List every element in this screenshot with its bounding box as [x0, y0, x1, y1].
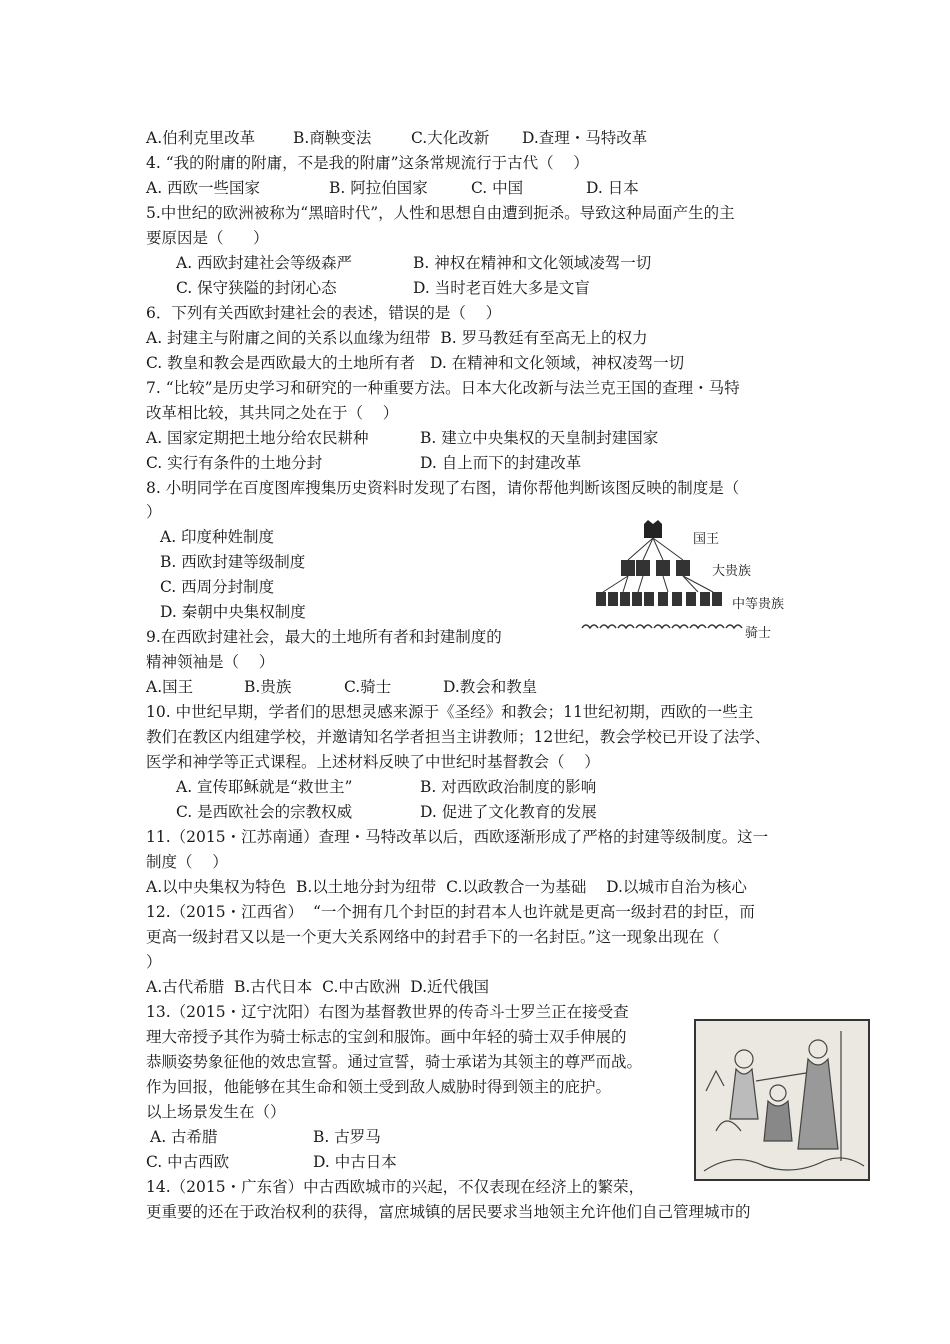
q13-stem-line-1: 13.（2015・辽宁沈阳）右图为基督教世界的传奇斗士罗兰正在接受查: [146, 1003, 629, 1021]
q5-option-a: A. 西欧封建社会等级森严: [176, 254, 353, 272]
q7-stem-line-2: 改革相比较，其共同之处在于（ ）: [146, 404, 399, 422]
q13-stem-line-2: 理大帝授予其作为骑士标志的宝剑和服饰。画中年轻的骑士双手伸展的: [146, 1028, 627, 1046]
q9-option-c: C.骑士: [344, 678, 392, 696]
q5-stem-line-2: 要原因是（ ）: [146, 229, 269, 247]
q7-stem-line-1: 7. “比较”是历史学习和研究的一种重要方法。日本大化改新与法兰克王国的查理・马特: [146, 379, 740, 397]
q12-stem-line-2: 更高一级封君又以是一个更大关系网络中的封君手下的一名封臣。”这一现象出现在（: [146, 928, 720, 946]
q10-option-b: B. 对西欧政治制度的影响: [420, 778, 597, 796]
q9-stem-line-1: 9.在西欧封建社会，最大的土地所有者和封建制度的: [146, 628, 502, 646]
q3-option-b: B.商鞅变法: [293, 129, 372, 147]
q4-option-a: A. 西欧一些国家: [146, 179, 261, 197]
pyramid-label-king: 国王: [693, 532, 720, 547]
q13-option-d: D. 中古日本: [313, 1153, 397, 1171]
q10-stem-line-3: 医学和神学等正式课程。上述材料反映了中世纪时基督教会（ ）: [146, 753, 600, 771]
q7-option-b: B. 建立中央集权的天皇制封建国家: [420, 429, 659, 447]
q10-option-d: D. 促进了文化教育的发展: [420, 803, 597, 821]
q10-option-c: C. 是西欧社会的宗教权威: [176, 803, 353, 821]
q4-option-b: B. 阿拉伯国家: [329, 179, 428, 197]
q12-stem-line-3: ）: [146, 953, 162, 971]
q7-option-c: C. 实行有条件的土地分封: [146, 454, 323, 472]
q4-option-d: D. 日本: [586, 179, 639, 197]
q3-option-d: D.查理・马特改革: [522, 129, 648, 147]
q5-option-b: B. 神权在精神和文化领域凌驾一切: [413, 254, 652, 272]
q6-stem: 6．下列有关西欧封建社会的表述，错误的是（ ）: [146, 304, 502, 322]
q13-stem-line-4: 作为回报，他能够在其生命和领土受到敌人威胁时得到领主的庇护。: [146, 1078, 612, 1096]
q8-option-b: B. 西欧封建等级制度: [160, 553, 306, 571]
q9-option-a: A.国王: [146, 678, 194, 696]
q14-stem-line-2: 更重要的还在于政治权利的获得，富庶城镇的居民要求当地领主允许他们自己管理城市的: [146, 1203, 751, 1221]
q3-option-a: A.伯利克里改革: [146, 129, 256, 147]
q7-option-d: D. 自上而下的封建改革: [420, 454, 582, 472]
q10-stem-line-1: 10. 中世纪早期，学者们的思想灵感来源于《圣经》和教会；11世纪初期，西欧的一些主: [146, 703, 754, 721]
q13-option-a: A. 古希腊: [150, 1128, 218, 1146]
pyramid-label-middle-nobles: 中等贵族: [732, 597, 785, 612]
knighting-illustration: [694, 1019, 870, 1181]
q13-option-c: C. 中古西欧: [146, 1153, 230, 1171]
q8-option-d: D. 秦朝中央集权制度: [160, 603, 306, 621]
great-noble-shields: [621, 560, 690, 576]
q5-stem-line-1: 5.中世纪的欧洲被称为“黑暗时代”，人性和思想自由遭到扼杀。导致这种局面产生的主: [146, 204, 735, 222]
q13-stem-line-3: 恭顺姿势象征他的效忠宣誓。通过宣誓，骑士承诺为其领主的尊严而战。: [146, 1053, 643, 1071]
q11-options: A.以中央集权为特色 B.以土地分封为纽带 C.以政教合一为基础 D.以城市自治为核心: [146, 878, 747, 896]
q13-stem-line-5: 以上场景发生在（）: [146, 1103, 286, 1121]
q8-stem-line-2: ）: [146, 503, 162, 521]
q14-stem-line-1: 14.（2015・广东省）中古西欧城市的兴起，不仅表现在经济上的繁荣，: [146, 1178, 645, 1196]
q11-stem-line-1: 11.（2015・江苏南通）查理・马特改革以后，西欧逐渐形成了严格的封建等级制度。这一: [146, 828, 769, 846]
q8-option-a: A. 印度种姓制度: [160, 528, 275, 546]
q9-option-d: D.教会和教皇: [443, 678, 538, 696]
q5-option-c: C. 保守狭隘的封闭心态: [176, 279, 337, 297]
king-crown-icon: [644, 520, 662, 538]
pyramid-label-great-nobles: 大贵族: [712, 564, 752, 579]
q10-stem-line-2: 教们在教区内组建学校，并邀请知名学者担当主讲教师；12世纪，教会学校已开设了法学、: [146, 728, 771, 746]
q8-option-c: C. 西周分封制度: [160, 578, 275, 596]
knight-icons: [582, 625, 742, 628]
q8-stem-line-1: 8. 小明同学在百度图库搜集历史资料时发现了右图，请你帮他判断该图反映的制度是（: [146, 479, 740, 497]
q12-stem-line-1: 12.（2015・江西省） “一个拥有几个封臣的封君本人也许就是更高一级封君的封臣，而: [146, 903, 755, 921]
q6-options-line-1: A. 封建主与附庸之间的关系以血缘为纽带 B. 罗马教廷有至高无上的权力: [146, 329, 648, 347]
q11-stem-line-2: 制度（ ）: [146, 853, 228, 871]
q7-option-a: A. 国家定期把土地分给农民耕种: [146, 429, 369, 447]
q4-stem: 4. “我的附庸的附庸，不是我的附庸”这条常规流行于古代（ ）: [146, 154, 589, 172]
q3-option-c: C.大化改新: [411, 129, 490, 147]
q12-options: A.古代希腊 B.古代日本 C.中古欧洲 D.近代俄国: [146, 978, 490, 996]
middle-noble-shields: [596, 592, 722, 606]
pyramid-label-knights: 骑士: [745, 626, 772, 641]
q9-stem-line-2: 精神领袖是（ ）: [146, 653, 275, 671]
q6-options-line-2: C. 教皇和教会是西欧最大的土地所有者 D. 在精神和文化领域，神权凌驾一切: [146, 354, 685, 372]
q5-option-d: D. 当时老百姓大多是文盲: [413, 279, 590, 297]
q4-option-c: C. 中国: [471, 179, 524, 197]
q10-option-a: A. 宣传耶稣就是“救世主”: [176, 778, 353, 796]
q13-option-b: B. 古罗马: [313, 1128, 381, 1146]
q9-option-b: B.贵族: [244, 678, 292, 696]
